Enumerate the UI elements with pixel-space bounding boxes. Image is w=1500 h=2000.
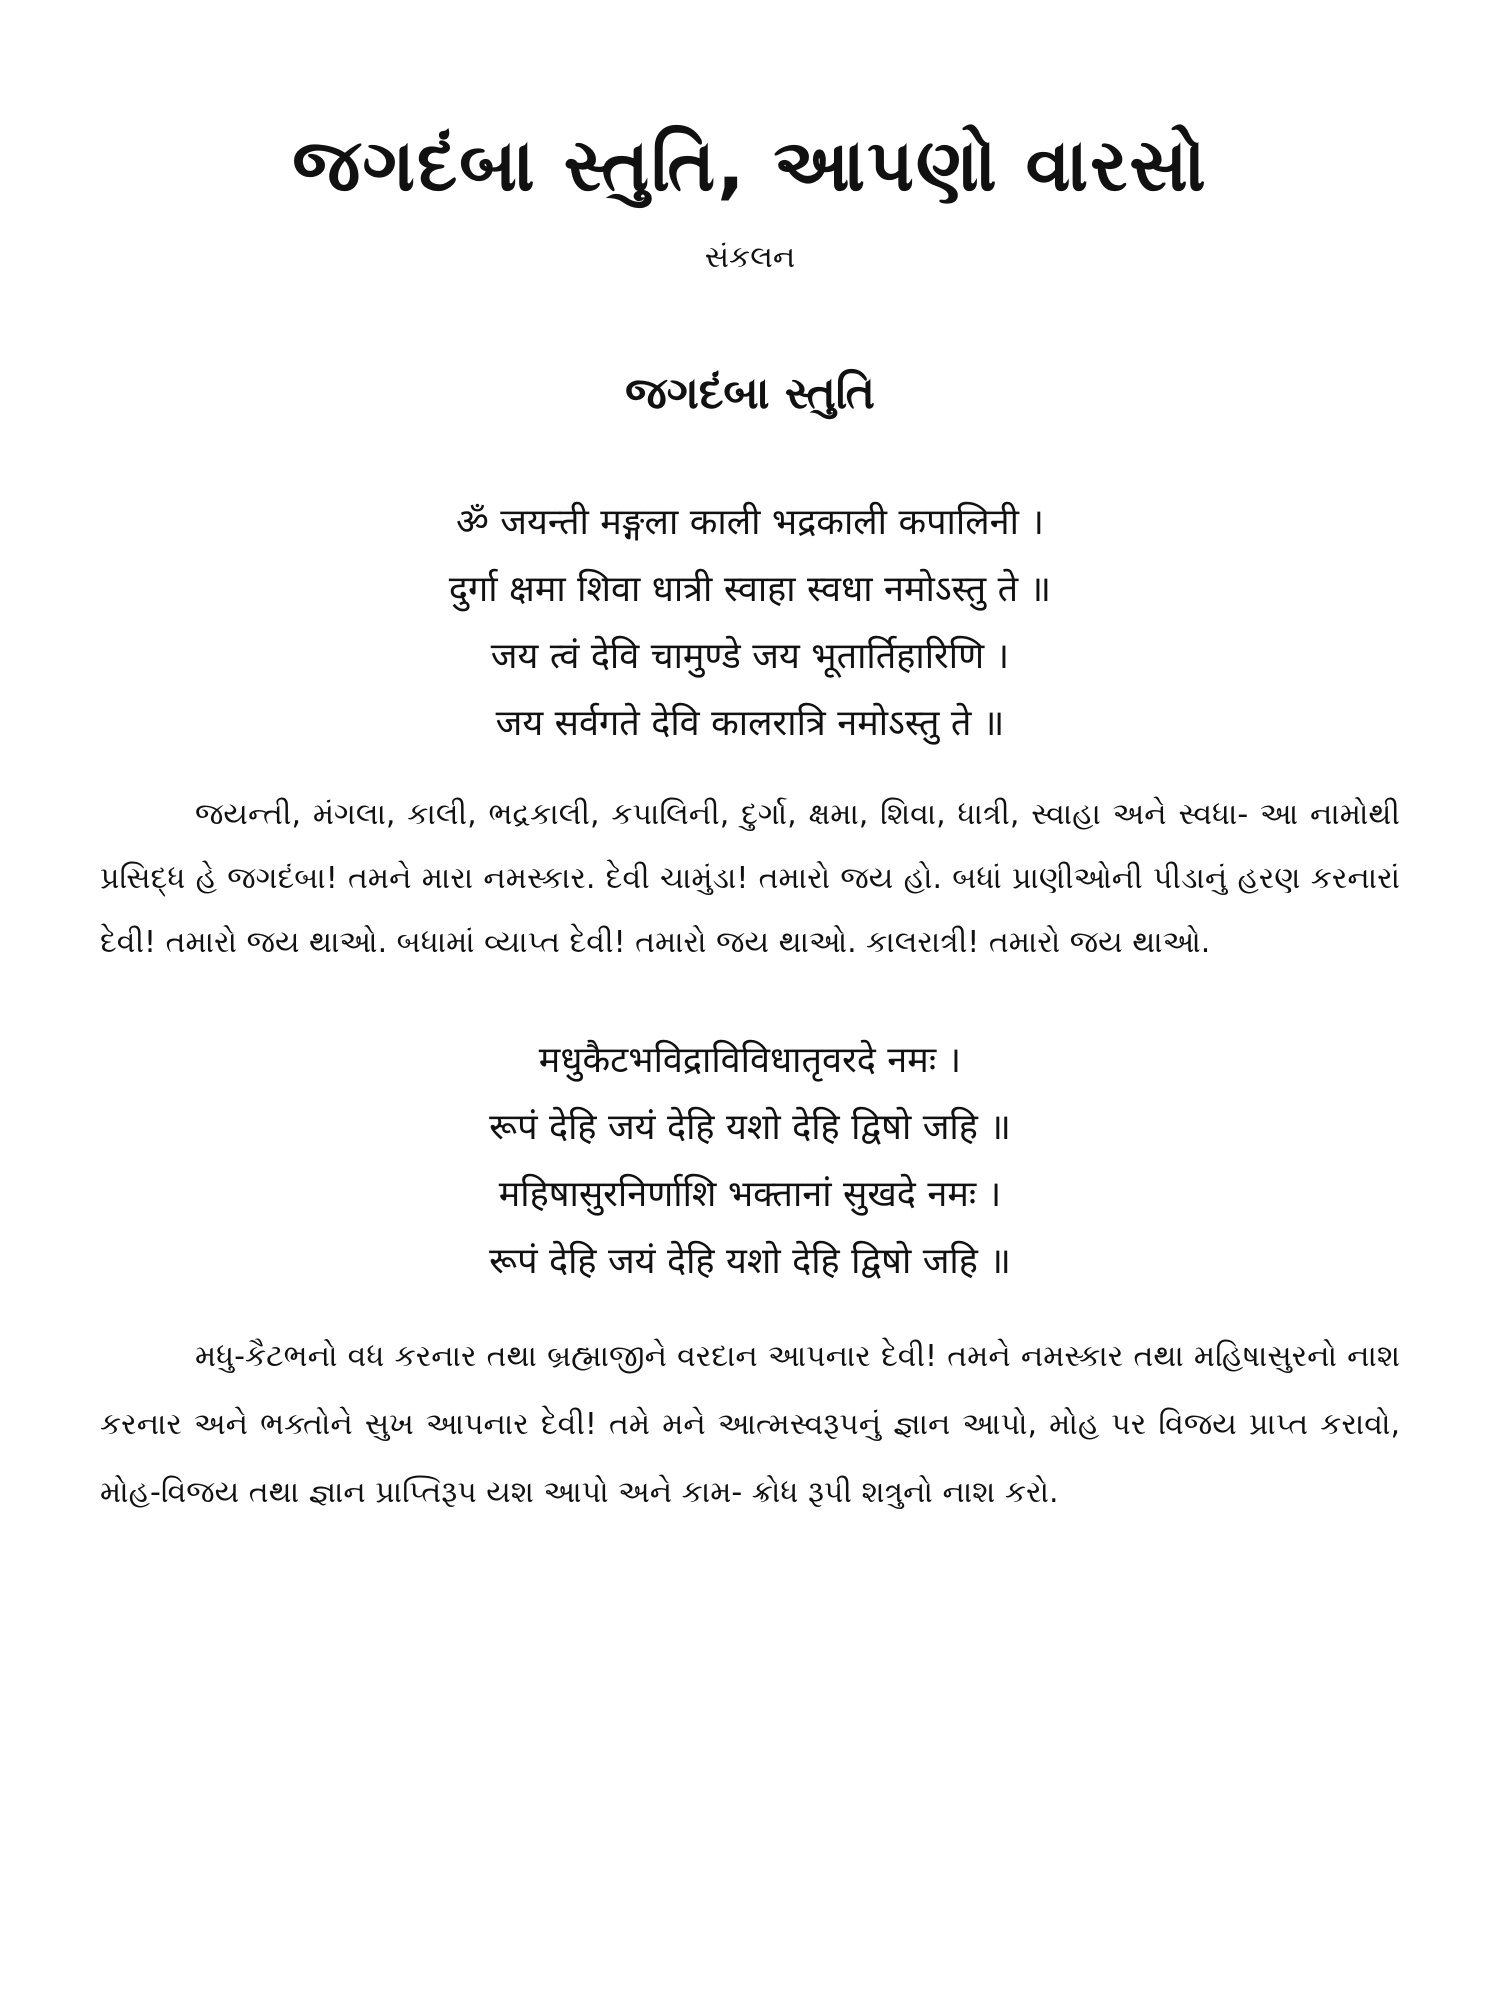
page-title: જગદંબા સ્તુતિ, આપણો વારસો: [292, 123, 1208, 207]
verse-line: दुर्गा क्षमा शिवा धात्री स्वाहा स्वधा नमोऽस्तु ते ॥: [448, 569, 1052, 610]
verse-line: रूपं देहि जयं देहि यशो देहि द्विषो जहि ॥: [489, 1241, 1011, 1282]
verse-line: जय त्वं देवि चामुण्डे जय भूतार्तिहारिणि ।: [490, 636, 1010, 677]
verse-line: महिषासुरनिर्णाशि भक्तानां सुखदे नमः ।: [498, 1174, 1002, 1215]
translation-paragraph-2: મધુ-કૈટભનો વધ કરનાર તથા બ્રહ્માજીને વરદાન આપનાર દેવી! તમને નમસ્કાર તથા મહિષાસુરનો નાશ કરનાર અને ભક્તોને સુખ આપનાર દેવી! તમે મને આત્મસ્વરૂપનું જ્ઞાન આપો, મોહ પર વિજય પ્રાપ્ત કરાવો, મોહ-વિજય તથા જ્ઞાન પ્રાપ્તિરૂપ યશ આપો અને કામ- ક્રોધ રૂપી શત્રુનો નાશ કરો.: [100, 1339, 1400, 1510]
section-heading: જગદંબા સ્તુતિ: [625, 368, 875, 419]
page-subtitle: સંકલન: [704, 240, 796, 275]
sanskrit-verse-block-2: [100, 1027, 1400, 1295]
verse-line: मधुकैटभविद्राविविधातृवरदे नमः ।: [538, 1040, 962, 1081]
verse-line: रूपं देहि जयं देहि यशो देहि द्विषो जहि ॥: [489, 1107, 1011, 1148]
sanskrit-verse-block-1: [100, 489, 1400, 757]
translation-paragraph-1: જયન્તી, મંગલા, કાલી, ભદ્રકાલી, કપાલિની, દુર્ગા, ક્ષમા, શિવા, ધાત્રી, સ્વાહા અને સ્વધા- આ નામોથી પ્રસિદ્ધ હે જગદંબા! તમને મારા નમસ્કાર. દેવી ચામુંડા! તમારો જય હો. બધાં પ્રાણીઓની પીડાનું હરણ કરનારાં દેવી! તમારો જય થાઓ. બધામાં વ્યાપ્ત દેવી! તમારો જય થાઓ. કાલરાત્રી! તમારો જય થાઓ.: [100, 797, 1400, 960]
verse-line: ॐ जयन्ती मङ्गला काली भद्रकाली कपालिनी ।: [456, 502, 1044, 543]
verse-line: जय सर्वगते देवि कालरात्रि नमोऽस्तु ते ॥: [495, 703, 1005, 744]
